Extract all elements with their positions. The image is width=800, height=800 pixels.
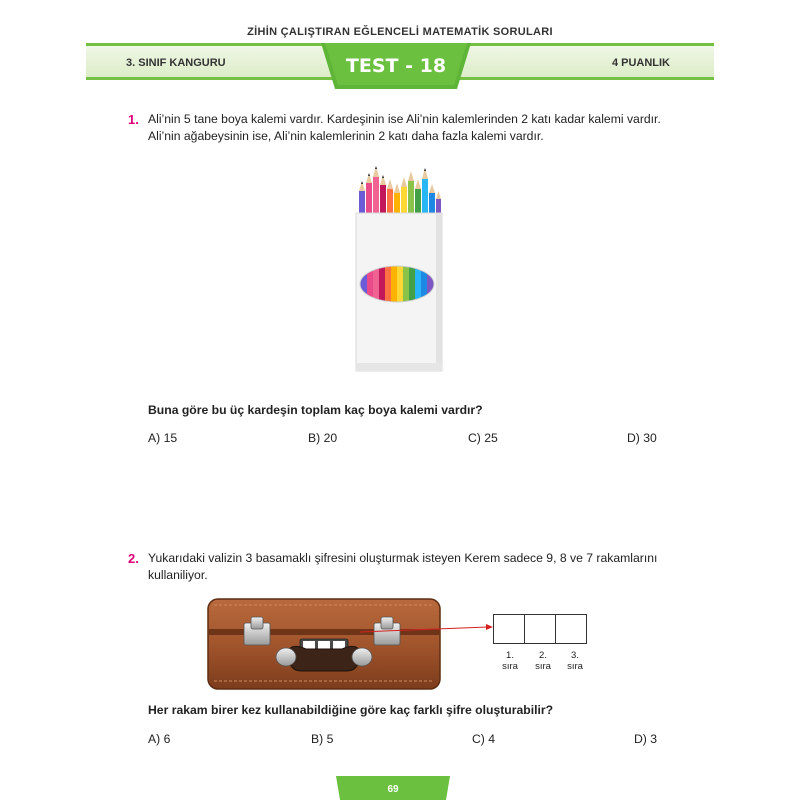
option-b[interactable]: B) 20 — [308, 431, 338, 445]
option-a[interactable]: A) 6 — [148, 732, 171, 746]
test-badge — [321, 43, 471, 89]
option-a[interactable]: A) 15 — [148, 431, 178, 445]
slot-label-number: 3. — [571, 650, 579, 661]
slot-box — [524, 614, 556, 644]
question-number: 1. — [128, 112, 139, 127]
question-text-line: kullaniliyor. — [148, 568, 208, 582]
test-title: TEST - 18 — [345, 55, 447, 77]
pointer-arrow-icon — [360, 618, 496, 638]
question-text — [148, 111, 661, 145]
option-c[interactable]: C) 25 — [468, 431, 498, 445]
question-prompt: Her rakam birer kez kullanabildiğine göre kaç farklı şifre oluşturabilir? — [148, 703, 554, 717]
combination-slots — [493, 614, 591, 646]
slot-label — [530, 650, 556, 672]
question-text-line: Yukarıdaki valizin 3 basamaklı şifresini oluşturmak isteyen Kerem sadece 9, 8 ve 7 rakamlarını — [148, 551, 658, 565]
slot-label-word: sıra — [502, 661, 518, 672]
question-text-line: Ali’nin 5 tane boya kalemi vardır. Kardeşinin ise Ali’nin kalemlerinden 2 katı kadar kalemi vardır. — [148, 112, 661, 126]
page-number: 69 — [387, 784, 399, 795]
question-text — [148, 550, 657, 584]
colored-pencil-box-icon — [355, 163, 445, 378]
question-prompt: Buna göre bu üç kardeşin toplam kaç boya kalemi vardır? — [148, 403, 483, 417]
option-d[interactable]: D) 3 — [634, 732, 658, 746]
slot-box — [493, 614, 525, 644]
question-number: 2. — [128, 551, 139, 566]
option-c[interactable]: C) 4 — [472, 732, 496, 746]
grade-label: 3. SINIF KANGURU — [126, 57, 226, 69]
points-label: 4 PUANLIK — [611, 57, 670, 69]
option-d[interactable]: D) 30 — [627, 431, 657, 445]
slot-label-word: sıra — [535, 661, 551, 672]
slot-label-number: 2. — [539, 650, 547, 661]
slot-label-number: 1. — [506, 650, 514, 661]
page-number-tab — [336, 776, 450, 800]
slot-label — [497, 650, 523, 672]
suitcase-icon — [206, 593, 442, 693]
series-title: ZİHİN ÇALIŞTIRAN EĞLENCELİ MATEMATİK SORULARI — [247, 26, 553, 38]
option-b[interactable]: B) 5 — [311, 732, 334, 746]
slot-label-word: sıra — [567, 661, 583, 672]
pencil-tips — [359, 166, 441, 219]
slot-box — [555, 614, 587, 644]
question-text-line: Ali’nin ağabeysinin ise, Ali’nin kalemlerinin 2 katı daha fazla kalemi vardır. — [148, 129, 544, 143]
slot-label — [562, 650, 588, 672]
